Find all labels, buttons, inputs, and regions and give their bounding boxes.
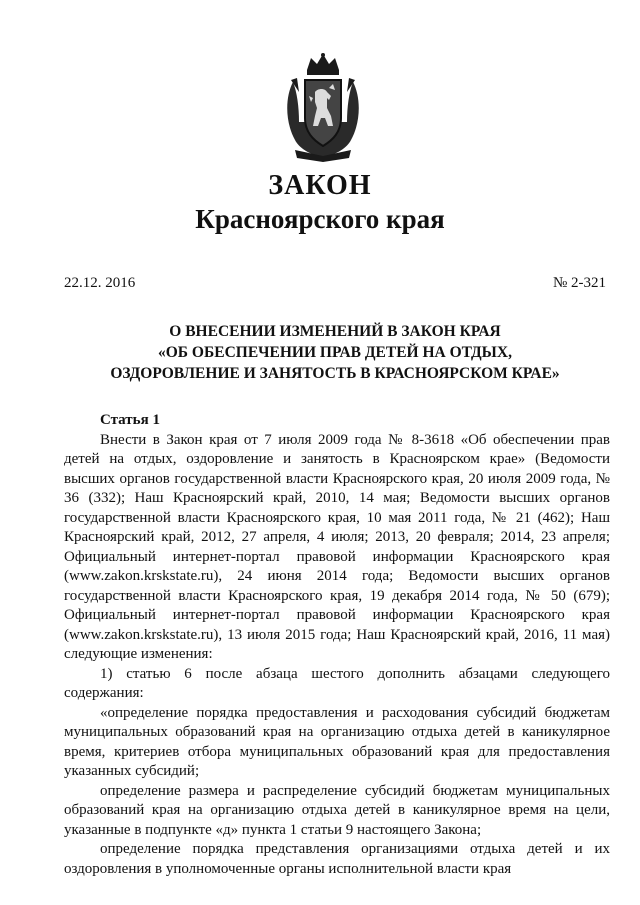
law-body (64, 411, 610, 879)
document-title: ЗАКОН (268, 170, 372, 201)
law-heading (64, 321, 606, 384)
law-heading-line: ОЗДОРОВЛЕНИЕ И ЗАНЯТОСТЬ В КРАСНОЯРСКОМ КРАЕ» (110, 365, 560, 382)
document-number: № 2-321 (552, 275, 606, 291)
law-heading-line: О ВНЕСЕНИИ ИЗМЕНЕНИЙ В ЗАКОН КРАЯ (169, 323, 501, 340)
coat-of-arms-icon (283, 52, 363, 162)
body-paragraph: Внести в Закон края от 7 июля 2009 года № 8-3618 «Об обеспечении прав детей на отдых, оздоровление и занятость в Красноярском крае» (Ведомости высших органов государственной власти Красноярского края, 20 июля 2009 года, № 36 (332); Наш Красноярский край, 2010, 14 мая; Ведомости высших органов государственной власти Красноярского края, 10 мая 2011 года, № 21 (462); Наш Красноярский край, 2012, 27 апреля, 4 июля; 2013, 20 февраля; 2014, 23 апреля; Официальный интернет-портал правовой информации Красноярского края (www.zakon.krskstate.ru), 24 июня 2014 года; Ведомости высших органов государственной власти Красноярского края, 19 декабря 2014 года, № 50 (679); Официальный интернет-портал правовой информации Красноярского края (www.zakon.krskstate.ru), 13 июля 2015 года; Наш Красноярский край, 2016, 11 мая) следующие изменения: (64, 431, 610, 662)
document-date: 22.12. 2016 (64, 275, 136, 291)
body-paragraph: определение порядка представления организациями отдыха детей и их оздоровления в уполномоченные органы исполнительной власти края (64, 841, 610, 877)
body-paragraph: определение размера и распределение субсидий бюджетам муниципальных образований края на организацию отдыха детей в каникулярное время на цели, указанные в подпункте «д» пункта 1 статьи 9 настоящего Закона; (64, 782, 610, 838)
document-meta (64, 275, 606, 292)
law-heading-line: «ОБ ОБЕСПЕЧЕНИИ ПРАВ ДЕТЕЙ НА ОТДЫХ, (158, 344, 512, 361)
document-subtitle: Красноярского края (195, 204, 445, 234)
body-paragraph: «определение порядка предоставления и расходования субсидий бюджетам муниципальных образований края на организацию отдыха детей в каникулярное время, критериев отбора муниципальных образований края для предоставления указанных субсидий; (64, 704, 610, 779)
article-title: Статья 1 (100, 412, 160, 428)
body-paragraph: 1) статью 6 после абзаца шестого дополнить абзацами следующего содержания: (64, 665, 610, 701)
